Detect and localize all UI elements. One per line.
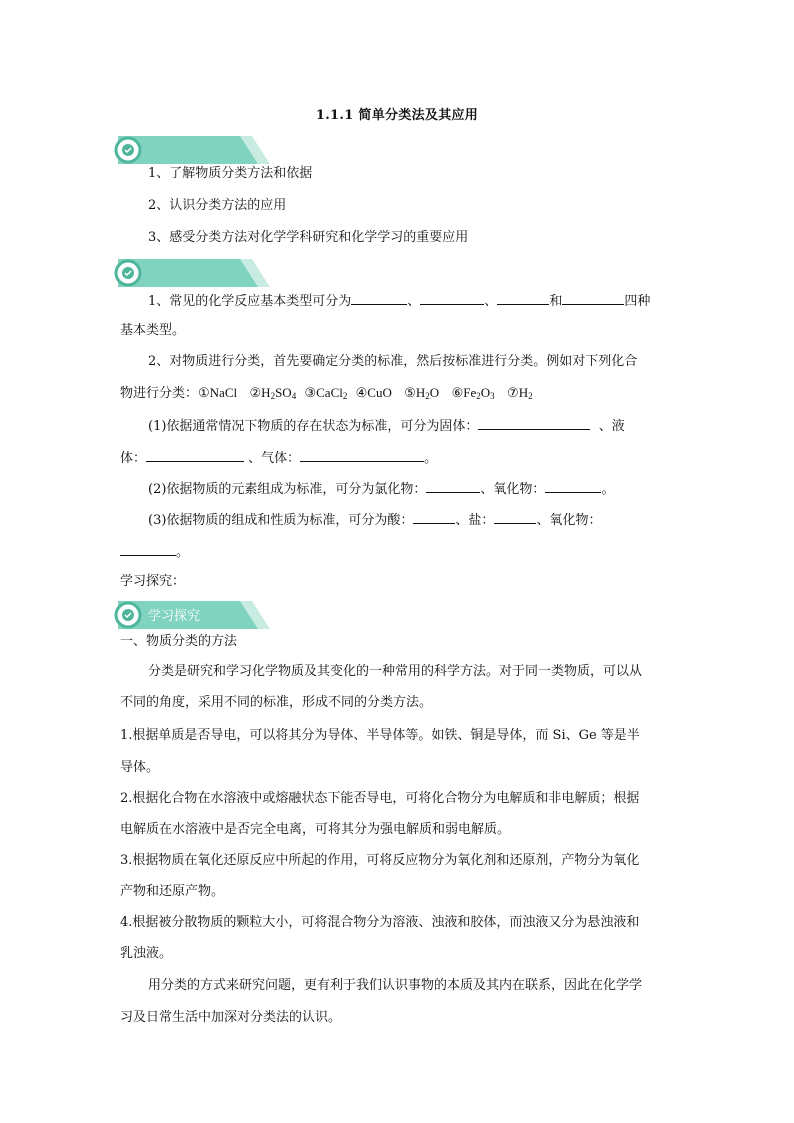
answer-blank[interactable] [545,478,601,493]
question-2-compounds: 物进行分类：①NaCl $②H_2SO_4$ ③CaCl$_2$ ④CuO $⑤H_2O$ $⑥Fe_2O_3$ $⑦H_2$ [120,385,533,401]
answer-blank[interactable] [146,447,244,462]
paragraph-line: 电解质在水溶液中是否完全电离，可将其分为强电解质和弱电解质。 [120,822,511,837]
paragraph-line: 乳浊液。 [120,946,173,961]
objective-item: 1、了解物质分类方法和依据 [148,166,313,181]
question-2-line: 2、对物质进行分类，首先要确定分类的标准，然后按标准进行分类。例如对下列化合 [148,354,638,369]
paragraph-line: 产物和还原产物。 [120,884,225,899]
section-banner-study [112,598,272,632]
question-2c-line: (3)依据物质的组成和性质为标准，可分为酸： 、盐： 、氧化物： [148,509,601,531]
objective-item: 2、认识分类方法的应用 [148,198,287,213]
banner-graphic [112,256,272,290]
compound-item: ③CaCl$_2$ [304,385,348,401]
compound-item: $⑦H_2$ [507,385,533,401]
question-2c-line2: 。 [120,541,189,563]
compound-item: $②H_2SO_4$ [249,385,297,401]
question-2a-line: (1)依据通常情况下物质的存在状态为标准，可分为固体： 、液 [148,415,625,437]
question-2b-line: (2)依据物质的元素组成为标准，可分为氯化物： 、氧化物： 。 [148,478,614,500]
page-title: 1.1.1 简单分类法及其应用 [315,108,479,123]
banner-label: 学习探究 [148,609,201,624]
answer-blank[interactable] [497,290,549,305]
study-label: 学习探究： [120,574,186,589]
paragraph-line: 分类是研究和学习化学物质及其变化的一种常用的科学方法。对于同一类物质，可以从 [148,664,643,679]
paragraph-line: 导体。 [120,760,160,775]
answer-blank[interactable] [300,447,424,462]
answer-blank[interactable] [420,290,484,305]
banner-graphic [112,133,272,167]
answer-blank[interactable] [478,415,590,430]
compound-item: ④CuO [355,385,392,400]
section-banner-objectives [112,133,272,167]
answer-blank[interactable] [351,290,407,305]
compound-item: $⑤H_2O$ [404,385,440,401]
paragraph-line: 习及日常生活中加深对分类法的认识。 [120,1010,342,1025]
answer-blank[interactable] [426,478,480,493]
paragraph-line: 4.根据被分散物质的颗粒大小，可将混合物分为溶液、浊液和胶体，而浊液又分为悬浊液和 [120,915,640,930]
section-banner-preview [112,256,272,290]
paragraph-line: 用分类的方式来研究问题，更有利于我们认识事物的本质及其内在联系，因此在化学学 [148,978,643,993]
question-1-line: 1、常见的化学反应基本类型可分为 、 、 和 四种 [148,290,650,312]
compound-item: $⑥Fe_2O_3$ [451,385,495,401]
answer-blank[interactable] [494,509,536,524]
question-2a-line2: 体： 、气体： 。 [120,447,437,469]
paragraph-line: 2.根据化合物在水溶液中或熔融状态下能否导电，可将化合物分为电解质和非电解质；根据 [120,791,640,806]
answer-blank[interactable] [120,541,176,556]
paragraph-line: 1.根据单质是否导电，可以将其分为导体、半导体等。如铁、铜是导体，而 Si、Ge 等是半 [120,728,640,743]
question-1-line2: 基本类型。 [120,323,186,338]
paragraph-line: 不同的角度，采用不同的标准，形成不同的分类方法。 [120,695,433,710]
objective-item: 3、感受分类方法对化学学科研究和化学学习的重要应用 [148,230,469,245]
answer-blank[interactable] [562,290,624,305]
compound-item: ①NaCl [198,385,238,400]
answer-blank[interactable] [413,509,455,524]
paragraph-line: 3.根据物质在氧化还原反应中所起的作用，可将反应物分为氧化剂和还原剂，产物分为氧化 [120,853,640,868]
section-heading: 一、物质分类的方法 [120,634,238,649]
